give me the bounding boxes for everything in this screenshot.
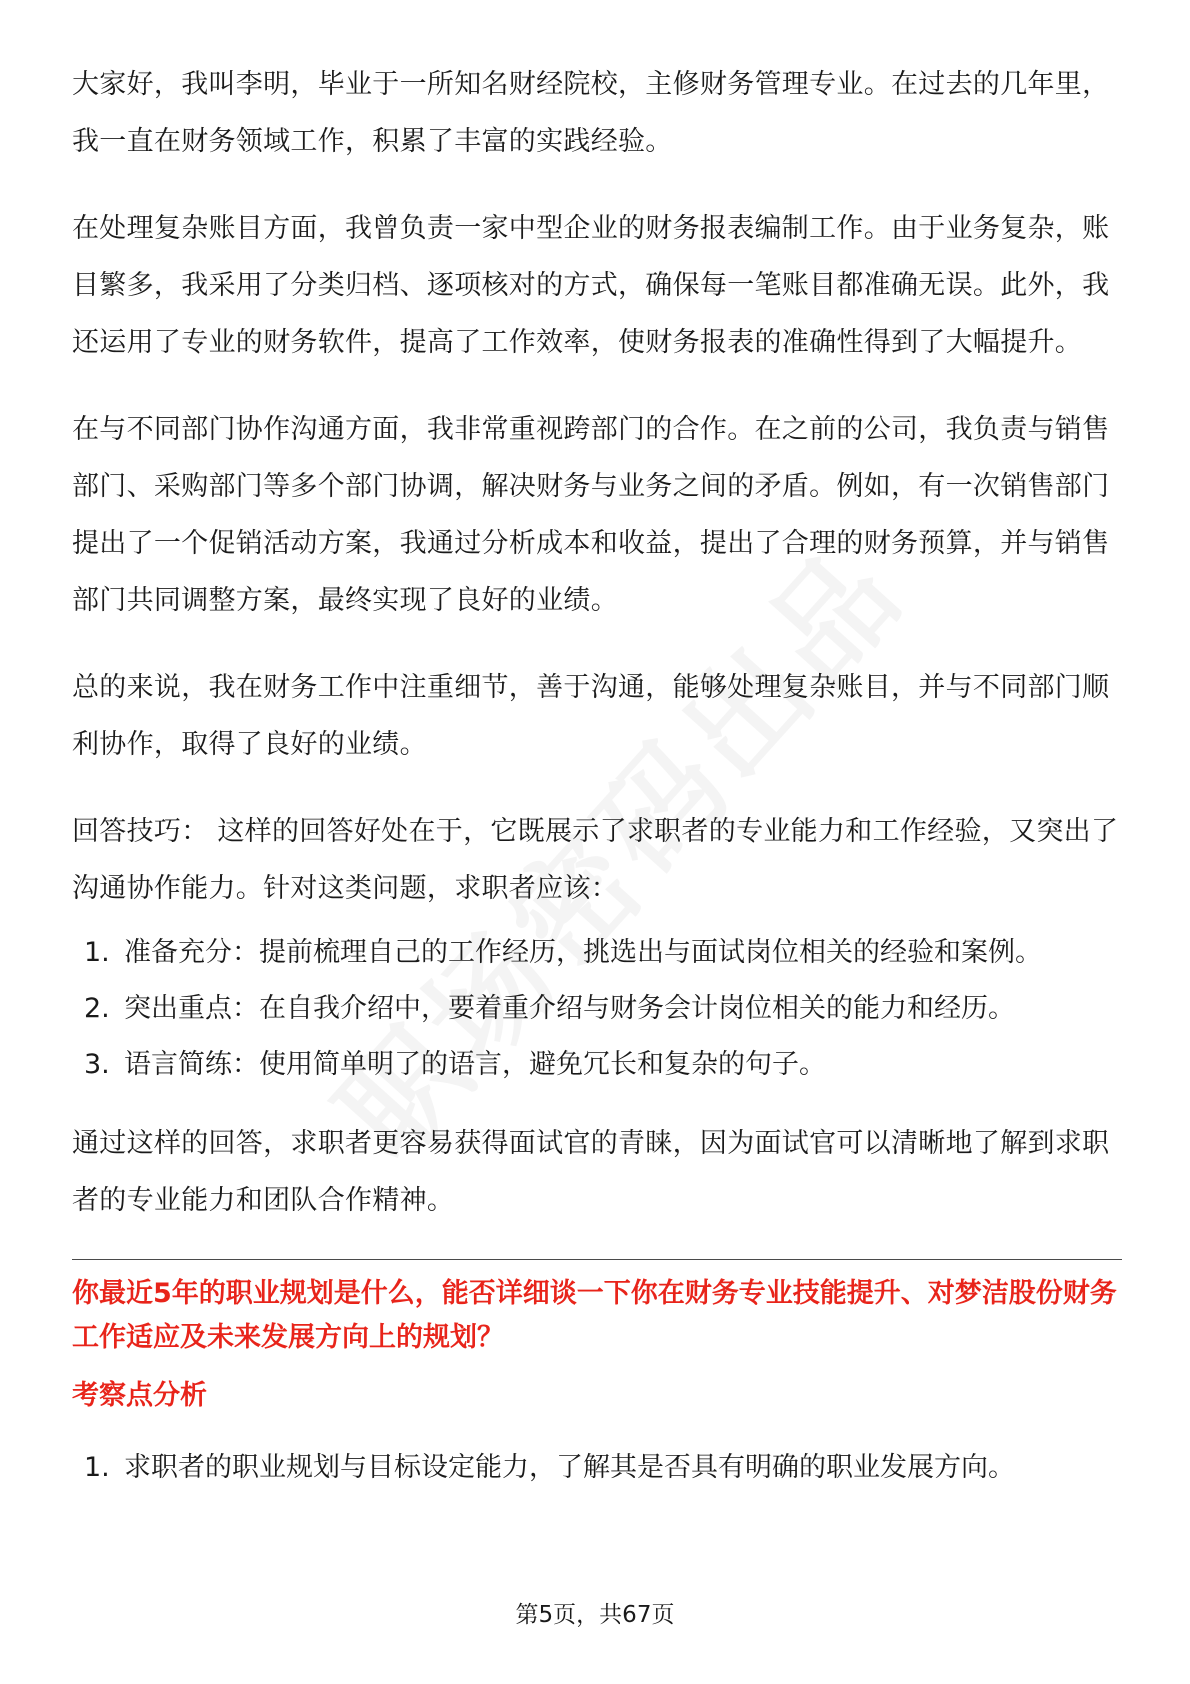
list-text: 准备充分：提前梳理自己的工作经历，挑选出与面试岗位相关的经验和案例。 xyxy=(124,937,1042,968)
paragraph-summary: 总的来说，我在财务工作中注重细节，善于沟通，能够处理复杂账目，并与不同部门顺利协作，取得了良好的业绩。 xyxy=(72,672,1110,760)
list-number: 3. xyxy=(84,1049,110,1080)
section-divider xyxy=(72,1259,1122,1260)
paragraph-accounts: 在处理复杂账目方面，我曾负责一家中型企业的财务报表编制工作。由于业务复杂，账目繁多，我采用了分类归档、逐项核对的方式，确保每一笔账目都准确无误。此外，我还运用了专业的财务软件，提高了工作效率，使财务报表的准确性得到了大幅提升。 xyxy=(72,213,1110,358)
list-number: 1. xyxy=(84,1452,110,1483)
list-number: 1. xyxy=(84,937,110,968)
page-footer: 第5页，共67页 xyxy=(515,1602,675,1628)
analysis-list xyxy=(72,1440,1122,1496)
document-page xyxy=(72,56,1122,1518)
list-number: 2. xyxy=(84,993,110,1024)
list-item xyxy=(72,1037,1122,1093)
list-text: 语言简练：使用简单明了的语言，避免冗长和复杂的句子。 xyxy=(124,1049,826,1080)
next-question-heading: 你最近5年的职业规划是什么，能否详细谈一下你在财务专业技能提升、对梦洁股份财务工作适应及未来发展方向上的规划？ xyxy=(72,1278,1117,1353)
paragraph-collaboration: 在与不同部门协作沟通方面，我非常重视跨部门的合作。在之前的公司，我负责与销售部门、采购部门等多个部门协调，解决财务与业务之间的矛盾。例如，有一次销售部门提出了一个促销活动方案，我通过分析成本和收益，提出了合理的财务预算，并与销售部门共同调整方案，最终实现了良好的业绩。 xyxy=(72,414,1110,616)
list-text: 求职者的职业规划与目标设定能力，了解其是否具有明确的职业发展方向。 xyxy=(124,1452,1015,1483)
list-item xyxy=(72,925,1122,981)
list-item xyxy=(72,981,1122,1037)
paragraph-intro: 大家好，我叫李明，毕业于一所知名财经院校，主修财务管理专业。在过去的几年里，我一直在财务领域工作，积累了丰富的实践经验。 xyxy=(72,69,1110,157)
list-text: 突出重点：在自我介绍中，要着重介绍与财务会计岗位相关的能力和经历。 xyxy=(124,993,1015,1024)
analysis-heading: 考察点分析 xyxy=(72,1380,207,1411)
paragraph-closing: 通过这样的回答，求职者更容易获得面试官的青睐，因为面试官可以清晰地了解到求职者的专业能力和团队合作精神。 xyxy=(72,1128,1110,1216)
tips-list xyxy=(72,925,1122,1093)
list-item xyxy=(72,1440,1122,1496)
paragraph-answer-tips: 回答技巧： 这样的回答好处在于，它既展示了求职者的专业能力和工作经验，又突出了沟通协作能力。针对这类问题，求职者应该： xyxy=(72,816,1119,904)
